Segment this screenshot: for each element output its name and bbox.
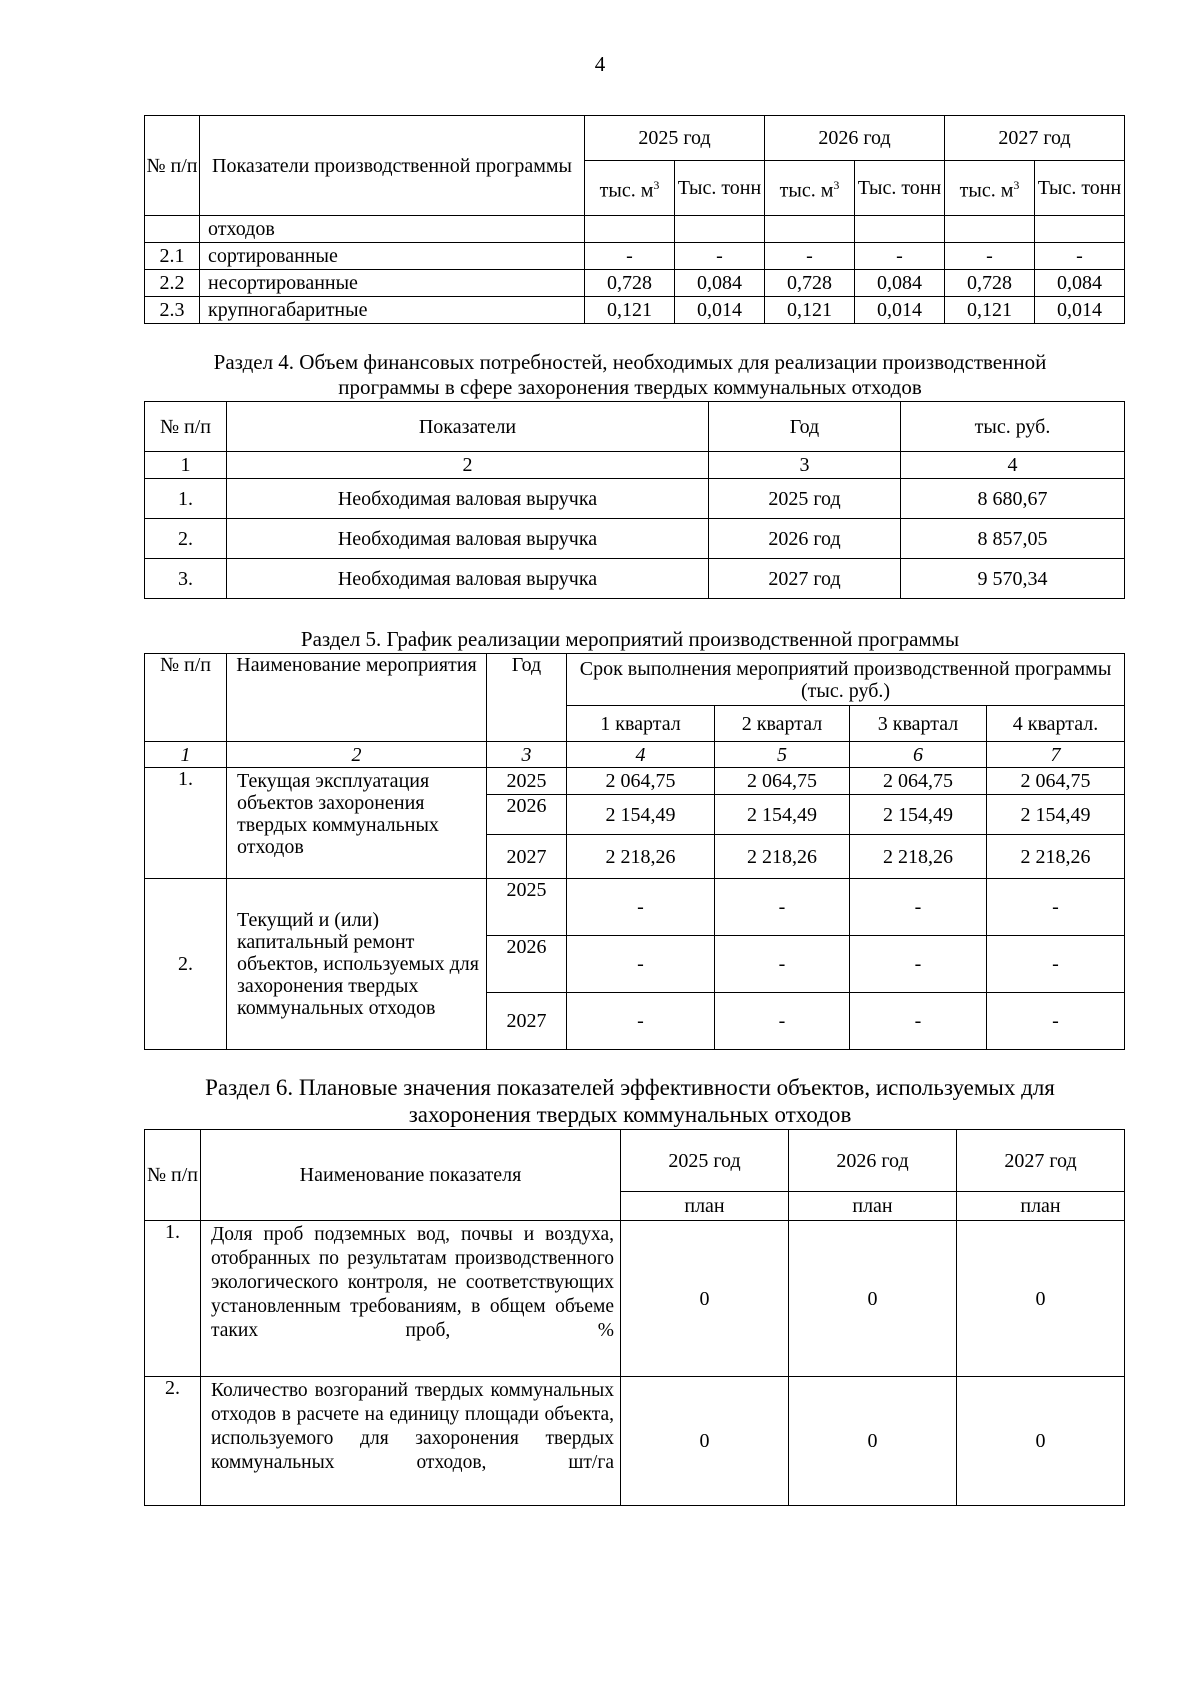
col-number: 3	[709, 452, 901, 479]
header-num: № п/п	[145, 402, 227, 452]
header-indicators: Показатели	[227, 402, 709, 452]
col-number: 3	[487, 742, 567, 768]
cell-value: -	[567, 936, 715, 993]
header-year: 2025 год	[585, 116, 765, 161]
row-value: 8 857,05	[901, 519, 1125, 559]
row-name: Текущая эксплуатация объектов захоронения твердых коммунальных отходов	[227, 768, 487, 879]
col-number: 6	[850, 742, 987, 768]
table-row	[145, 243, 1125, 270]
cell-value: 2 218,26	[567, 835, 715, 879]
col-number: 7	[987, 742, 1125, 768]
cell-value: 2 064,75	[987, 768, 1125, 795]
row-year: 2025	[487, 768, 567, 795]
header-plan: план	[621, 1192, 789, 1221]
cell-value: -	[765, 243, 855, 270]
unit-m3: тыс. $м^3$	[945, 161, 1035, 216]
cell-value: -	[1035, 243, 1125, 270]
col-number: 1	[145, 742, 227, 768]
row-name: Количество возгораний твердых коммунальных отходов в расчете на единицу площади объекта, используемого для захоронения твердых коммунальных отходов, шт/га	[201, 1377, 621, 1506]
cell-value: 0	[957, 1221, 1125, 1377]
section-4-title: Раздел 4. Объем финансовых потребностей, необходимых для реализации производственной программы в сфере захоронения твердых коммунальных отходов	[213, 350, 1047, 399]
table-row	[145, 1377, 1125, 1506]
header-quarter: 3 квартал	[850, 706, 987, 742]
header-name: Наименование мероприятия	[227, 654, 487, 742]
row-value: 8 680,67	[901, 479, 1125, 519]
header-name: Наименование показателя	[201, 1130, 621, 1221]
unit-m3: тыс. $м^3$	[765, 161, 855, 216]
cell-value: 0,121	[585, 297, 675, 324]
cell-value: -	[567, 879, 715, 936]
cell-value: 2 064,75	[850, 768, 987, 795]
col-number: 1	[145, 452, 227, 479]
cell-value: 0,121	[945, 297, 1035, 324]
header-year: 2025 год	[621, 1130, 789, 1192]
row-name: Необходимая валовая выручка	[227, 559, 709, 599]
row-num: 2.	[145, 879, 227, 1050]
row-year: 2025	[487, 879, 567, 936]
cell-value: -	[987, 879, 1125, 936]
row-name: крупногабаритные	[200, 297, 585, 324]
header-year: Год	[487, 654, 567, 742]
header-num: № п/п	[145, 654, 227, 742]
header-year: Год	[709, 402, 901, 452]
production-program-table	[144, 115, 1125, 324]
row-num	[145, 216, 200, 243]
col-number: 4	[901, 452, 1125, 479]
row-value: 9 570,34	[901, 559, 1125, 599]
cell-value: -	[675, 243, 765, 270]
table-row	[145, 297, 1125, 324]
table-row	[145, 479, 1125, 519]
col-number: 2	[227, 452, 709, 479]
row-year: 2026	[487, 936, 567, 993]
cell-value: 0,121	[765, 297, 855, 324]
cell-value: -	[850, 879, 987, 936]
cell-value: -	[987, 993, 1125, 1050]
row-name: Необходимая валовая выручка	[227, 479, 709, 519]
header-value: тыс. руб.	[901, 402, 1125, 452]
financial-needs-table	[144, 401, 1125, 599]
cell-value: 0	[621, 1377, 789, 1506]
cell-value: 0,728	[585, 270, 675, 297]
cell-value: 0	[957, 1377, 1125, 1506]
cell-value: -	[715, 993, 850, 1050]
header-year: 2026 год	[765, 116, 945, 161]
cell-value: -	[945, 243, 1035, 270]
row-num: 1.	[145, 1221, 201, 1377]
row-num: 1.	[145, 768, 227, 879]
unit-m3: тыс. $м^3$	[585, 161, 675, 216]
section-5-title: Раздел 5. График реализации мероприятий производственной программы	[300, 627, 960, 651]
cell-value: -	[715, 879, 850, 936]
table-row	[145, 559, 1125, 599]
header-indicators: Показатели производственной программы	[200, 116, 585, 216]
cell-value: 0,014	[675, 297, 765, 324]
cell-value: -	[715, 936, 850, 993]
cell-value: 0,728	[945, 270, 1035, 297]
header-term: Срок выполнения мероприятий производственной программы (тыс. руб.)	[567, 654, 1125, 706]
section-6-title: Раздел 6. Плановые значения показателей эффективности объектов, используемых для захоронения твердых коммунальных отходов	[205, 1075, 1055, 1127]
cell-value: 0	[621, 1221, 789, 1377]
header-quarter: 1 квартал	[567, 706, 715, 742]
unit-tonn: Тыс. тонн	[675, 161, 765, 216]
header-quarter: 4 квартал.	[987, 706, 1125, 742]
cell-value: -	[585, 243, 675, 270]
cell-value: -	[567, 993, 715, 1050]
cell-value: 0,084	[855, 270, 945, 297]
cell-value: 2 218,26	[715, 835, 850, 879]
cell-value: 2 154,49	[987, 795, 1125, 835]
row-year: 2026	[487, 795, 567, 835]
header-num: № п/п	[145, 116, 200, 216]
row-name: Необходимая валовая выручка	[227, 519, 709, 559]
cell-value: 2 064,75	[715, 768, 850, 795]
unit-tonn: Тыс. тонн	[1035, 161, 1125, 216]
col-number: 4	[567, 742, 715, 768]
header-year: 2026 год	[789, 1130, 957, 1192]
cell-value: 0,014	[855, 297, 945, 324]
unit-tonn: Тыс. тонн	[855, 161, 945, 216]
table-row	[145, 216, 1125, 243]
row-year: 2027	[487, 993, 567, 1050]
cell-value: 2 064,75	[567, 768, 715, 795]
row-name: несортированные	[200, 270, 585, 297]
col-number: 2	[227, 742, 487, 768]
row-name: сортированные	[200, 243, 585, 270]
col-number: 5	[715, 742, 850, 768]
header-quarter: 2 квартал	[715, 706, 850, 742]
table-row	[145, 768, 1125, 795]
table-row	[145, 519, 1125, 559]
efficiency-table	[144, 1129, 1125, 1506]
row-name: отходов	[200, 216, 585, 243]
row-name: Доля проб подземных вод, почвы и воздуха, отобранных по результатам производственного экологического контроля, не соответствующих установленным требованиям, в общем объеме таких проб, %	[201, 1221, 621, 1377]
row-name: Текущий и (или) капитальный ремонт объектов, используемых для захоронения твердых коммунальных отходов	[227, 879, 487, 1050]
cell-value: 0	[789, 1377, 957, 1506]
header-year: 2027 год	[945, 116, 1125, 161]
cell-value: 0,014	[1035, 297, 1125, 324]
table-row	[145, 1221, 1125, 1377]
cell-value: 2 218,26	[850, 835, 987, 879]
cell-value: -	[850, 993, 987, 1050]
cell-value: -	[850, 936, 987, 993]
row-num: 3.	[145, 559, 227, 599]
table-row	[145, 270, 1125, 297]
header-num: № п/п	[145, 1130, 201, 1221]
header-plan: план	[957, 1192, 1125, 1221]
cell-value: 0	[789, 1221, 957, 1377]
cell-value: 0,728	[765, 270, 855, 297]
cell-value: 2 154,49	[567, 795, 715, 835]
cell-value: 2 218,26	[987, 835, 1125, 879]
row-num: 2.1	[145, 243, 200, 270]
row-num: 1.	[145, 479, 227, 519]
row-num: 2.2	[145, 270, 200, 297]
cell-value: 2 154,49	[850, 795, 987, 835]
header-plan: план	[789, 1192, 957, 1221]
row-num: 2.3	[145, 297, 200, 324]
cell-value: 0,084	[1035, 270, 1125, 297]
header-year: 2027 год	[957, 1130, 1125, 1192]
schedule-table	[144, 653, 1125, 1050]
row-year: 2025 год	[709, 479, 901, 519]
row-year: 2027 год	[709, 559, 901, 599]
row-num: 2.	[145, 519, 227, 559]
cell-value: -	[987, 936, 1125, 993]
cell-value: 2 154,49	[715, 795, 850, 835]
cell-value: -	[855, 243, 945, 270]
row-year: 2026 год	[709, 519, 901, 559]
table-row	[145, 879, 1125, 936]
row-year: 2027	[487, 835, 567, 879]
row-num: 2.	[145, 1377, 201, 1506]
cell-value: 0,084	[675, 270, 765, 297]
page-number: 4	[594, 52, 606, 76]
